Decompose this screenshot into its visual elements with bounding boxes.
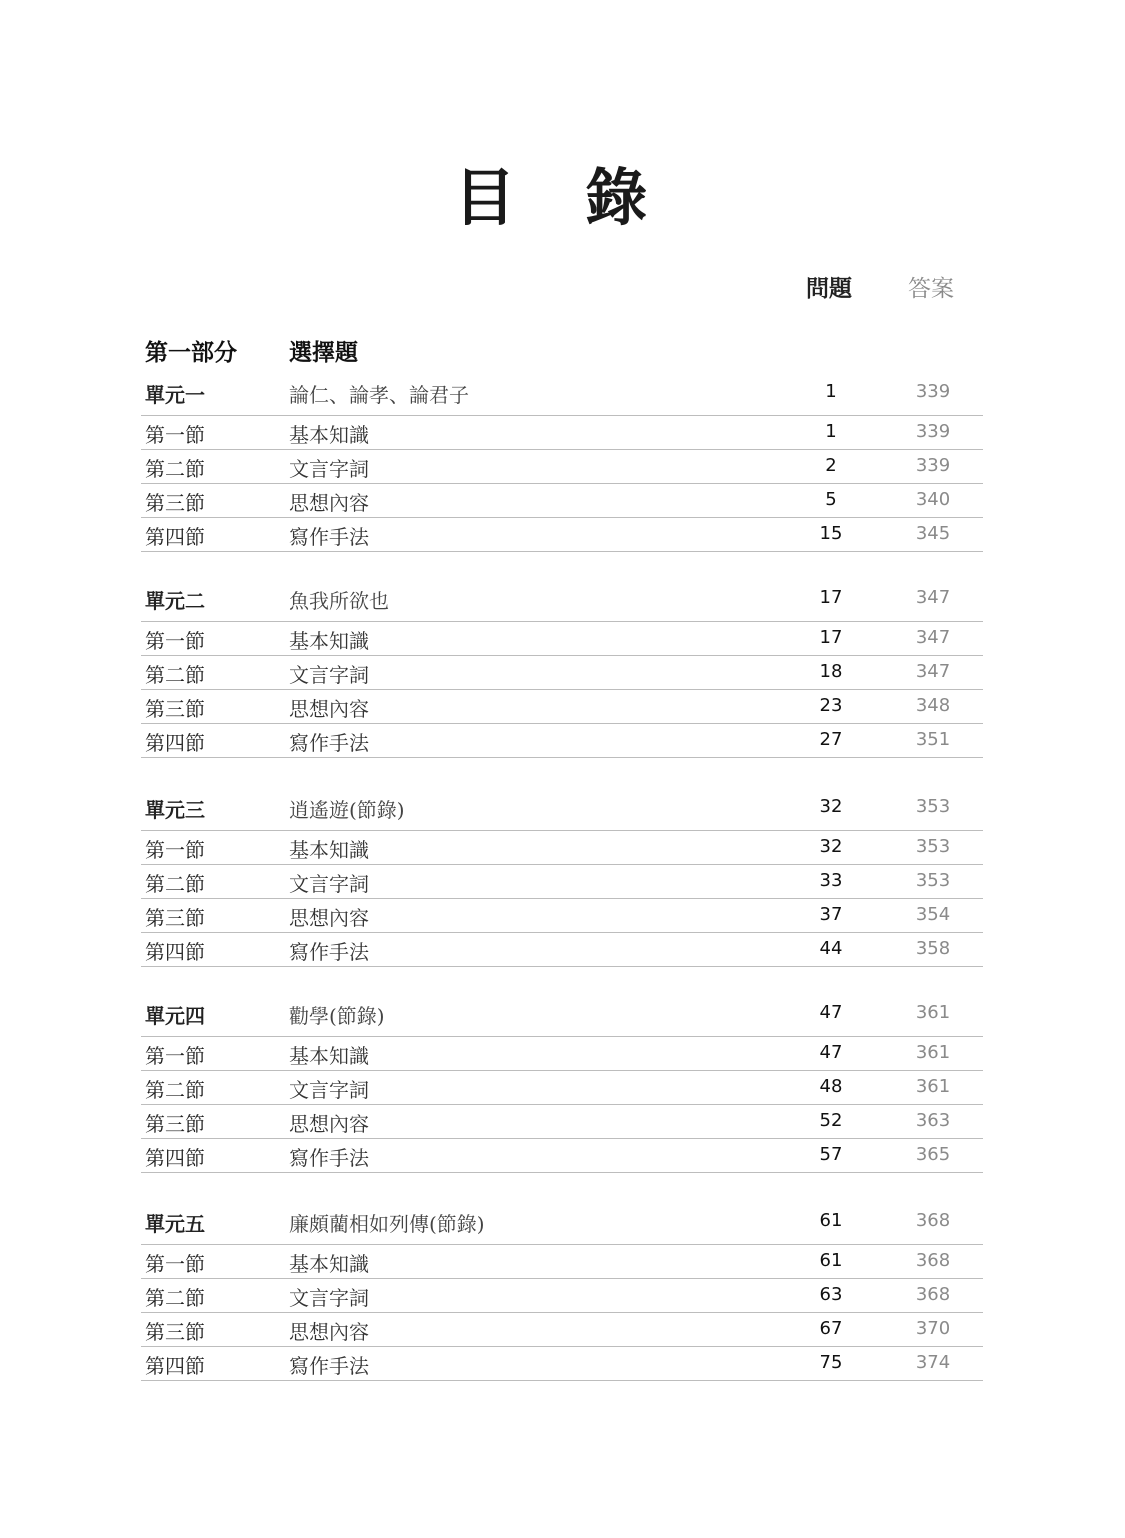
section-row[interactable] (141, 655, 983, 689)
section-title: 基本知識 (289, 1252, 369, 1276)
answer-page: 347 (915, 661, 951, 682)
section-title: 寫作手法 (289, 1354, 369, 1378)
question-page: 17 (819, 587, 843, 608)
answer-page: 374 (915, 1352, 951, 1373)
section-row[interactable] (141, 415, 983, 449)
question-page: 52 (819, 1110, 843, 1131)
unit-label: 單元一 (145, 383, 205, 407)
section-label: 第二節 (145, 872, 205, 896)
section-row[interactable] (141, 1278, 983, 1312)
unit-block (141, 577, 983, 758)
answer-page: 351 (915, 729, 951, 750)
section-label: 第三節 (145, 697, 205, 721)
answer-page: 368 (915, 1284, 951, 1305)
section-label: 第四節 (145, 1146, 205, 1170)
section-title: 基本知識 (289, 838, 369, 862)
section-row[interactable] (141, 830, 983, 864)
answer-page: 339 (915, 381, 951, 402)
unit-label: 單元五 (145, 1212, 205, 1236)
section-title: 文言字詞 (289, 872, 369, 896)
answer-page: 361 (915, 1042, 951, 1063)
question-page: 32 (819, 836, 843, 857)
question-page: 44 (819, 938, 843, 959)
question-page: 37 (819, 904, 843, 925)
section-row[interactable] (141, 621, 983, 655)
unit-label: 單元三 (145, 798, 205, 822)
section-title: 寫作手法 (289, 1146, 369, 1170)
question-page: 61 (819, 1210, 843, 1231)
answer-page: 347 (915, 587, 951, 608)
question-page: 32 (819, 796, 843, 817)
question-page: 67 (819, 1318, 843, 1339)
unit-label: 單元四 (145, 1004, 205, 1028)
question-page: 18 (819, 661, 843, 682)
question-page: 61 (819, 1250, 843, 1271)
answer-page: 353 (915, 836, 951, 857)
section-label: 第四節 (145, 525, 205, 549)
section-label: 第一節 (145, 629, 205, 653)
section-title: 基本知識 (289, 423, 369, 447)
unit-title: 廉頗藺相如列傳(節錄) (289, 1212, 485, 1236)
section-row[interactable] (141, 1104, 983, 1138)
answer-page: 339 (915, 455, 951, 476)
part-label: 第一部分 (145, 340, 237, 366)
answer-page: 353 (915, 796, 951, 817)
question-page: 23 (819, 695, 843, 716)
question-page: 63 (819, 1284, 843, 1305)
question-page: 1 (825, 421, 837, 442)
section-row[interactable] (141, 1036, 983, 1070)
section-label: 第一節 (145, 838, 205, 862)
answer-page: 354 (915, 904, 951, 925)
section-row[interactable] (141, 449, 983, 483)
section-title: 文言字詞 (289, 663, 369, 687)
section-label: 第一節 (145, 1252, 205, 1276)
answer-page: 365 (915, 1144, 951, 1165)
unit-block (141, 1200, 983, 1381)
section-title: 思想內容 (289, 1320, 369, 1344)
section-title: 思想內容 (289, 906, 369, 930)
section-label: 第三節 (145, 491, 205, 515)
question-page: 2 (825, 455, 837, 476)
section-label: 第二節 (145, 1078, 205, 1102)
answer-page: 368 (915, 1210, 951, 1231)
part-heading (145, 334, 358, 367)
section-row[interactable] (141, 1346, 983, 1381)
section-label: 第三節 (145, 906, 205, 930)
question-page: 48 (819, 1076, 843, 1097)
answer-page: 358 (915, 938, 951, 959)
section-label: 第二節 (145, 457, 205, 481)
section-row[interactable] (141, 689, 983, 723)
unit-title: 逍遙遊(節錄) (289, 798, 405, 822)
section-title: 思想內容 (289, 697, 369, 721)
question-page: 47 (819, 1042, 843, 1063)
unit-row[interactable] (141, 371, 983, 415)
column-header-question: 問題 (806, 276, 852, 302)
section-label: 第二節 (145, 1286, 205, 1310)
unit-title: 論仁、論孝、論君子 (289, 383, 469, 407)
question-page: 17 (819, 627, 843, 648)
unit-block (141, 371, 983, 552)
section-label: 第四節 (145, 731, 205, 755)
section-label: 第二節 (145, 663, 205, 687)
answer-page: 339 (915, 421, 951, 442)
section-label: 第四節 (145, 1354, 205, 1378)
question-page: 47 (819, 1002, 843, 1023)
section-title: 寫作手法 (289, 731, 369, 755)
section-row[interactable] (141, 1312, 983, 1346)
answer-page: 347 (915, 627, 951, 648)
section-label: 第一節 (145, 423, 205, 447)
question-page: 33 (819, 870, 843, 891)
answer-page: 361 (915, 1002, 951, 1023)
unit-row[interactable] (141, 786, 983, 830)
section-title: 寫作手法 (289, 940, 369, 964)
section-row[interactable] (141, 864, 983, 898)
answer-page: 368 (915, 1250, 951, 1271)
question-page: 5 (825, 489, 837, 510)
answer-page: 345 (915, 523, 951, 544)
unit-title: 勸學(節錄) (289, 1004, 385, 1028)
answer-page: 348 (915, 695, 951, 716)
answer-page: 370 (915, 1318, 951, 1339)
unit-title: 魚我所欲也 (289, 589, 389, 613)
answer-page: 363 (915, 1110, 951, 1131)
unit-label: 單元二 (145, 589, 205, 613)
question-page: 15 (819, 523, 843, 544)
unit-block (141, 992, 983, 1173)
section-row[interactable] (141, 723, 983, 758)
section-label: 第四節 (145, 940, 205, 964)
question-page: 75 (819, 1352, 843, 1373)
section-row[interactable] (141, 517, 983, 552)
section-row[interactable] (141, 1244, 983, 1278)
section-title: 文言字詞 (289, 457, 369, 481)
unit-row[interactable] (141, 1200, 983, 1244)
section-row[interactable] (141, 1138, 983, 1173)
answer-page: 340 (915, 489, 951, 510)
unit-row[interactable] (141, 992, 983, 1036)
unit-row[interactable] (141, 577, 983, 621)
section-title: 基本知識 (289, 1044, 369, 1068)
section-title: 基本知識 (289, 629, 369, 653)
section-title: 文言字詞 (289, 1286, 369, 1310)
column-header-answer: 答案 (908, 276, 954, 302)
answer-page: 361 (915, 1076, 951, 1097)
question-page: 27 (819, 729, 843, 750)
section-title: 思想內容 (289, 1112, 369, 1136)
page-title: 目 錄 (453, 161, 672, 234)
unit-block (141, 786, 983, 967)
section-label: 第三節 (145, 1112, 205, 1136)
answer-page: 353 (915, 870, 951, 891)
section-label: 第三節 (145, 1320, 205, 1344)
section-row[interactable] (141, 932, 983, 967)
part-name: 選擇題 (289, 340, 358, 366)
section-label: 第一節 (145, 1044, 205, 1068)
question-page: 1 (825, 381, 837, 402)
section-title: 思想內容 (289, 491, 369, 515)
section-row[interactable] (141, 898, 983, 932)
question-page: 57 (819, 1144, 843, 1165)
section-title: 文言字詞 (289, 1078, 369, 1102)
section-row[interactable] (141, 1070, 983, 1104)
section-row[interactable] (141, 483, 983, 517)
section-title: 寫作手法 (289, 525, 369, 549)
